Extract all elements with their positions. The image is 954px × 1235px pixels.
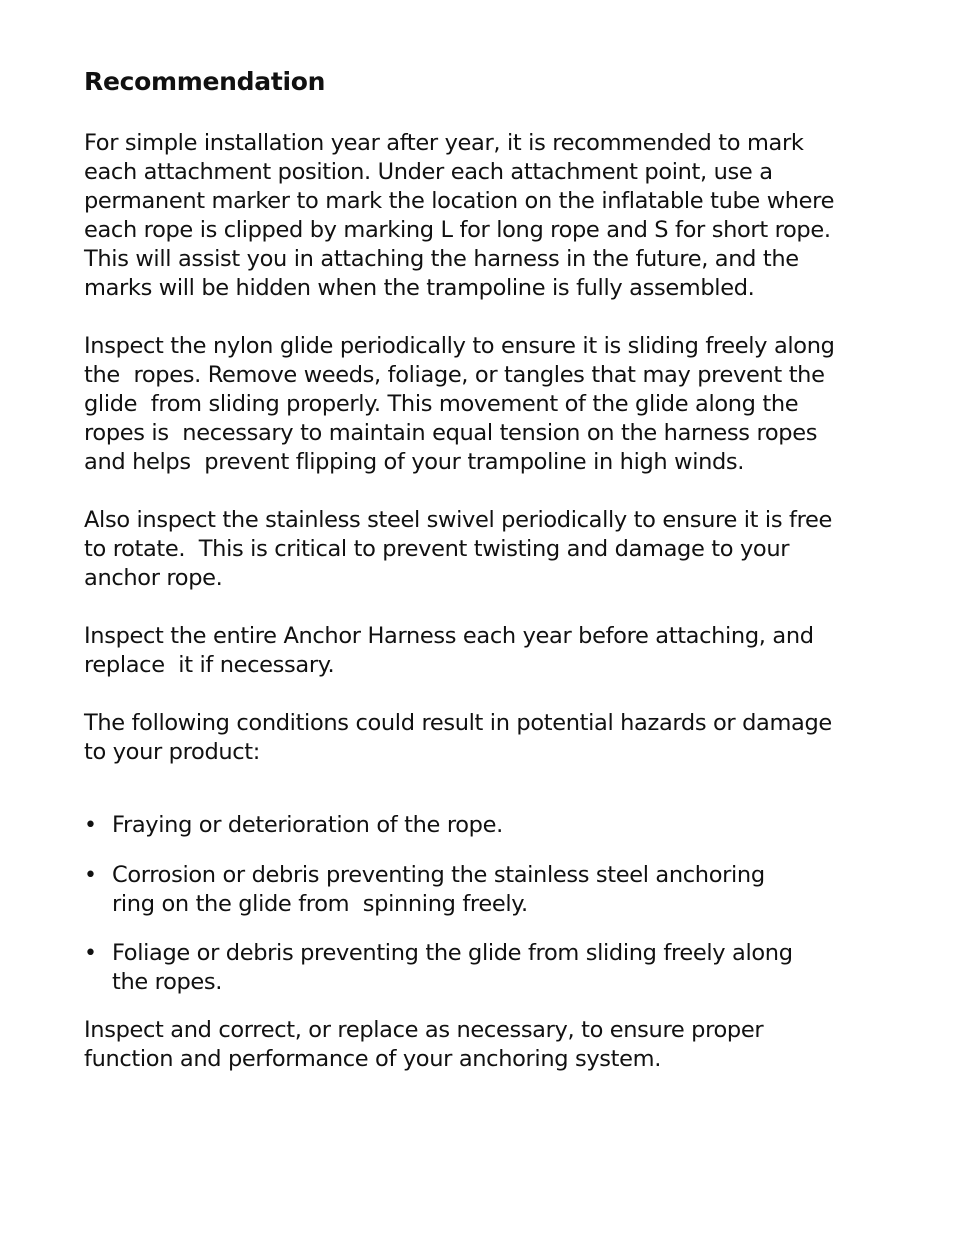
- text-line: Foliage or debris preventing the glide from sliding freely along: [112, 940, 793, 966]
- text-line: ropes is necessary to maintain equal tension on the harness ropes: [84, 420, 818, 446]
- text-line: Fraying or deterioration of the rope.: [112, 812, 503, 838]
- text-line: This will assist you in attaching the harness in the future, and the: [84, 246, 799, 272]
- bullet-icon: •: [84, 813, 97, 838]
- text-line: ring on the glide from spinning freely.: [112, 891, 528, 917]
- bullet-icon: •: [84, 941, 97, 966]
- text-line: For simple installation year after year, it is recommended to mark: [84, 130, 804, 156]
- bullet-icon: •: [84, 863, 97, 888]
- paragraph-inspect-harness: [84, 622, 864, 680]
- text-line: Corrosion or debris preventing the stainless steel anchoring: [112, 862, 765, 888]
- text-line: marks will be hidden when the trampoline is fully assembled.: [84, 275, 755, 301]
- text-line: to your product:: [84, 739, 261, 765]
- text-line: the ropes.: [112, 969, 223, 995]
- paragraph-closing: [84, 1016, 864, 1074]
- text-line: Inspect the nylon glide periodically to ensure it is sliding freely along: [84, 333, 835, 359]
- text-line: Inspect and correct, or replace as necessary, to ensure proper: [84, 1017, 764, 1043]
- list-item-text: [112, 861, 852, 919]
- text-line: Inspect the entire Anchor Harness each year before attaching, and: [84, 623, 814, 649]
- list-item-text: [112, 811, 852, 840]
- text-line: to rotate. This is critical to prevent twisting and damage to your: [84, 536, 790, 562]
- text-line: permanent marker to mark the location on the inflatable tube where: [84, 188, 835, 214]
- text-line: and helps prevent flipping of your trampoline in high winds.: [84, 449, 745, 475]
- text-line: Also inspect the stainless steel swivel periodically to ensure it is free: [84, 507, 832, 533]
- text-line: glide from sliding properly. This movement of the glide along the: [84, 391, 799, 417]
- paragraph-swivel: [84, 506, 864, 593]
- paragraph-marking-instructions: [84, 129, 864, 303]
- text-line: function and performance of your anchoring system.: [84, 1046, 662, 1072]
- text-line: replace it if necessary.: [84, 652, 335, 678]
- section-heading: Recommendation: [84, 67, 326, 96]
- paragraph-nylon-glide: [84, 332, 864, 477]
- text-line: The following conditions could result in potential hazards or damage: [84, 710, 832, 736]
- text-line: the ropes. Remove weeds, foliage, or tangles that may prevent the: [84, 362, 825, 388]
- text-line: anchor rope.: [84, 565, 223, 591]
- text-line: each attachment position. Under each attachment point, use a: [84, 159, 773, 185]
- paragraph-hazard-intro: [84, 709, 864, 767]
- text-line: each rope is clipped by marking L for long rope and S for short rope.: [84, 217, 831, 243]
- list-item-text: [112, 939, 852, 997]
